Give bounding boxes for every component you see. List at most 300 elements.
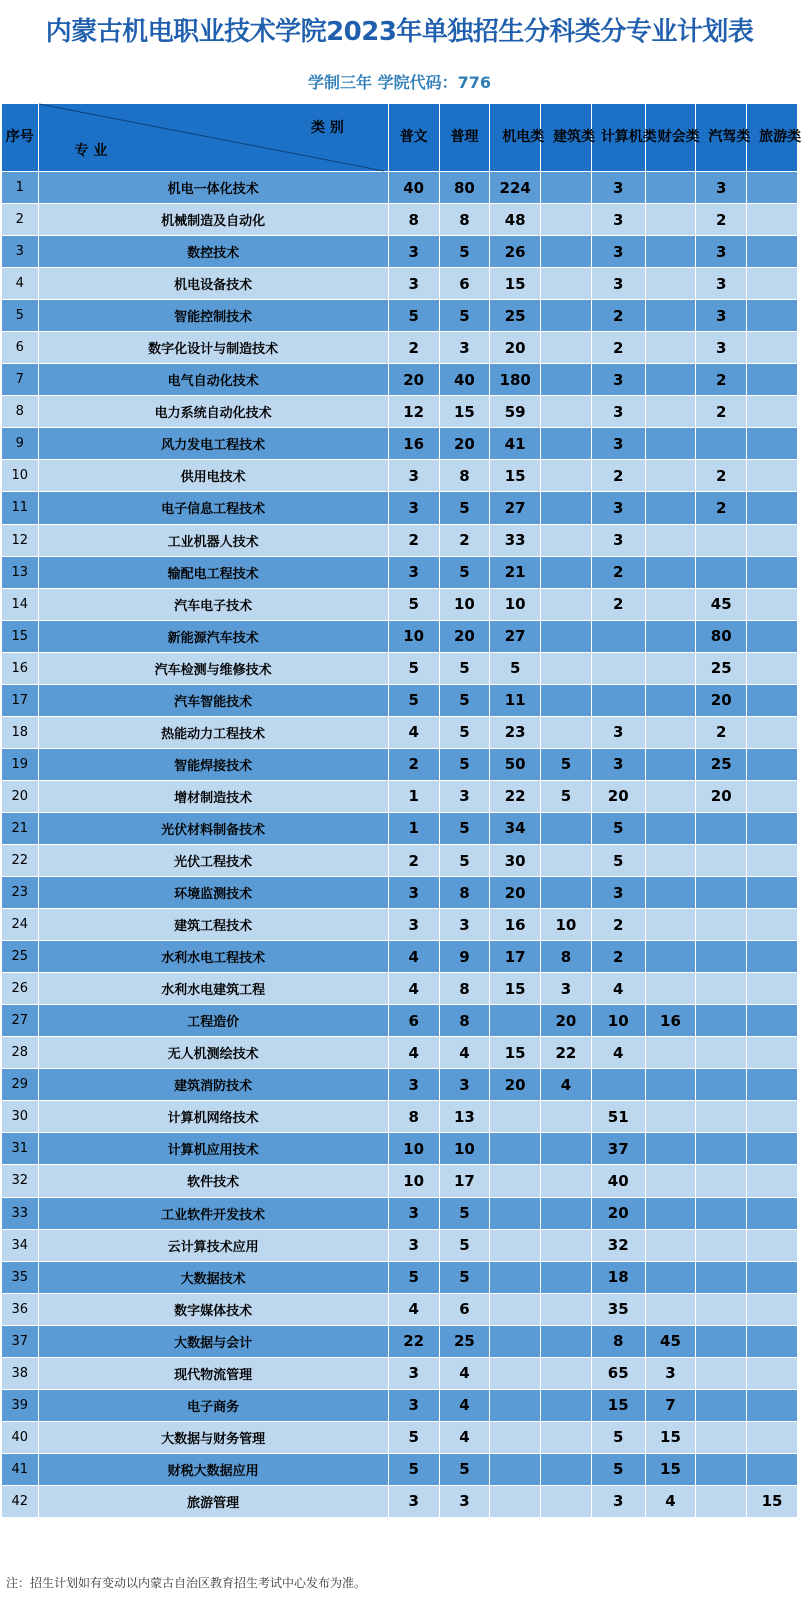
table-row [2, 1229, 798, 1261]
quota-cell [490, 1389, 541, 1421]
row-number: 37 [2, 1325, 39, 1357]
quota-cell: 2 [696, 204, 747, 236]
table-row [2, 1485, 798, 1517]
table-row [2, 492, 798, 524]
quota-cell: 3 [439, 780, 490, 812]
quota-cell: 2 [696, 492, 747, 524]
quota-cell: 3 [591, 877, 645, 909]
quota-cell [747, 620, 798, 652]
row-number: 1 [2, 172, 39, 204]
quota-cell: 4 [645, 1485, 696, 1517]
quota-cell [747, 844, 798, 876]
quota-cell [747, 1293, 798, 1325]
row-number: 3 [2, 236, 39, 268]
quota-cell: 5 [388, 300, 439, 332]
quota-cell [747, 1261, 798, 1293]
quota-cell [541, 1325, 592, 1357]
quota-cell: 27 [490, 492, 541, 524]
quota-cell [541, 268, 592, 300]
quota-cell: 65 [591, 1357, 645, 1389]
major-name: 大数据技术 [38, 1261, 388, 1293]
row-number: 41 [2, 1453, 39, 1485]
major-name: 计算机网络技术 [38, 1101, 388, 1133]
quota-cell: 4 [439, 1357, 490, 1389]
row-number: 38 [2, 1357, 39, 1389]
row-number: 17 [2, 684, 39, 716]
quota-cell: 23 [490, 716, 541, 748]
quota-cell: 16 [645, 1005, 696, 1037]
quota-cell [747, 1453, 798, 1485]
quota-cell [645, 1037, 696, 1069]
quota-cell: 5 [388, 1453, 439, 1485]
quota-cell: 3 [591, 396, 645, 428]
quota-cell [490, 1229, 541, 1261]
quota-cell [591, 1069, 645, 1101]
quota-cell: 3 [541, 973, 592, 1005]
quota-cell [747, 332, 798, 364]
major-name: 光伏工程技术 [38, 844, 388, 876]
row-number: 15 [2, 620, 39, 652]
quota-cell: 5 [591, 1453, 645, 1485]
quota-cell [645, 364, 696, 396]
row-number: 40 [2, 1421, 39, 1453]
quota-cell: 5 [439, 844, 490, 876]
quota-cell [490, 1325, 541, 1357]
table-row [2, 428, 798, 460]
row-number: 6 [2, 332, 39, 364]
major-name: 增材制造技术 [38, 780, 388, 812]
quota-cell [645, 524, 696, 556]
major-name: 汽车电子技术 [38, 588, 388, 620]
quota-cell: 25 [490, 300, 541, 332]
quota-cell: 8 [541, 941, 592, 973]
major-name: 风力发电工程技术 [38, 428, 388, 460]
major-name: 电气自动化技术 [38, 364, 388, 396]
major-name: 新能源汽车技术 [38, 620, 388, 652]
quota-cell: 5 [541, 748, 592, 780]
quota-cell [645, 1069, 696, 1101]
quota-cell: 4 [591, 1037, 645, 1069]
major-name: 电子商务 [38, 1389, 388, 1421]
major-name: 水利水电建筑工程 [38, 973, 388, 1005]
row-number: 31 [2, 1133, 39, 1165]
quota-cell: 3 [439, 909, 490, 941]
quota-cell: 17 [439, 1165, 490, 1197]
quota-cell [645, 780, 696, 812]
table-row [2, 877, 798, 909]
quota-cell: 2 [696, 460, 747, 492]
quota-cell: 2 [388, 524, 439, 556]
row-number: 4 [2, 268, 39, 300]
quota-cell: 5 [388, 1421, 439, 1453]
quota-cell: 15 [490, 268, 541, 300]
quota-cell: 20 [541, 1005, 592, 1037]
quota-cell [541, 684, 592, 716]
major-name: 旅游管理 [38, 1485, 388, 1517]
quota-cell: 18 [591, 1261, 645, 1293]
quota-cell [696, 1197, 747, 1229]
quota-cell: 20 [388, 364, 439, 396]
quota-cell: 7 [645, 1389, 696, 1421]
major-name: 机电一体化技术 [38, 172, 388, 204]
row-number: 10 [2, 460, 39, 492]
major-name: 云计算技术应用 [38, 1229, 388, 1261]
quota-cell [645, 428, 696, 460]
quota-cell [645, 460, 696, 492]
quota-cell: 5 [439, 1261, 490, 1293]
quota-cell: 8 [439, 460, 490, 492]
quota-cell: 3 [388, 1357, 439, 1389]
major-name: 计算机应用技术 [38, 1133, 388, 1165]
quota-cell [696, 1037, 747, 1069]
quota-cell: 8 [439, 204, 490, 236]
quota-cell: 2 [388, 844, 439, 876]
quota-cell [696, 1389, 747, 1421]
quota-cell [747, 716, 798, 748]
quota-cell [747, 909, 798, 941]
quota-cell [490, 1197, 541, 1229]
table-row [2, 1069, 798, 1101]
quota-cell: 10 [388, 1165, 439, 1197]
quota-cell: 20 [591, 1197, 645, 1229]
quota-cell [541, 492, 592, 524]
row-number: 27 [2, 1005, 39, 1037]
quota-cell: 40 [439, 364, 490, 396]
major-name: 智能控制技术 [38, 300, 388, 332]
row-number: 12 [2, 524, 39, 556]
quota-cell: 180 [490, 364, 541, 396]
quota-cell [645, 204, 696, 236]
table-row [2, 332, 798, 364]
quota-cell: 3 [696, 172, 747, 204]
quota-cell: 2 [591, 460, 645, 492]
quota-cell: 4 [388, 973, 439, 1005]
row-number: 19 [2, 748, 39, 780]
quota-cell: 5 [439, 492, 490, 524]
row-number: 23 [2, 877, 39, 909]
page-title: 内蒙古机电职业技术学院2023年单独招生分科类分专业计划表 [45, 17, 754, 47]
quota-cell [747, 1037, 798, 1069]
table-row [2, 1037, 798, 1069]
major-name: 机械制造及自动化 [38, 204, 388, 236]
quota-cell: 5 [439, 1453, 490, 1485]
header-col-3: 建筑类 [541, 104, 592, 172]
quota-cell: 20 [490, 877, 541, 909]
quota-cell: 80 [696, 620, 747, 652]
major-name: 汽车智能技术 [38, 684, 388, 716]
quota-cell: 3 [591, 524, 645, 556]
table-body [2, 172, 798, 1518]
header-col-2: 机电类 [490, 104, 541, 172]
quota-cell: 4 [541, 1069, 592, 1101]
major-name: 光伏材料制备技术 [38, 812, 388, 844]
table-row [2, 973, 798, 1005]
quota-cell [645, 909, 696, 941]
quota-cell: 34 [490, 812, 541, 844]
quota-cell: 5 [591, 844, 645, 876]
quota-cell [541, 172, 592, 204]
major-name: 数控技术 [38, 236, 388, 268]
quota-cell [747, 204, 798, 236]
header-col-7: 旅游类 [747, 104, 798, 172]
quota-cell [747, 556, 798, 588]
quota-cell: 2 [591, 909, 645, 941]
quota-cell: 4 [388, 941, 439, 973]
major-name: 财税大数据应用 [38, 1453, 388, 1485]
table-row [2, 1197, 798, 1229]
quota-cell: 3 [591, 1485, 645, 1517]
table-row [2, 1453, 798, 1485]
quota-cell [645, 332, 696, 364]
quota-cell [541, 1101, 592, 1133]
quota-cell: 4 [439, 1037, 490, 1069]
quota-cell [696, 428, 747, 460]
quota-cell: 8 [591, 1325, 645, 1357]
quota-cell [747, 877, 798, 909]
quota-cell: 80 [439, 172, 490, 204]
quota-cell [541, 844, 592, 876]
quota-cell: 22 [388, 1325, 439, 1357]
major-name: 电子信息工程技术 [38, 492, 388, 524]
quota-cell [541, 652, 592, 684]
table-row [2, 588, 798, 620]
row-number: 25 [2, 941, 39, 973]
table-row [2, 1325, 798, 1357]
quota-cell [645, 877, 696, 909]
quota-cell: 1 [388, 780, 439, 812]
row-number: 30 [2, 1101, 39, 1133]
quota-cell: 5 [439, 748, 490, 780]
quota-cell: 5 [439, 1229, 490, 1261]
quota-cell: 3 [696, 236, 747, 268]
quota-cell: 51 [591, 1101, 645, 1133]
table-row [2, 1005, 798, 1037]
quota-cell: 5 [388, 652, 439, 684]
quota-cell: 1 [388, 812, 439, 844]
quota-cell [645, 268, 696, 300]
major-name: 现代物流管理 [38, 1357, 388, 1389]
quota-cell [541, 1133, 592, 1165]
quota-cell: 15 [645, 1421, 696, 1453]
quota-cell: 3 [591, 364, 645, 396]
quota-cell [747, 1357, 798, 1389]
quota-cell [747, 1421, 798, 1453]
table-row [2, 748, 798, 780]
quota-cell [747, 364, 798, 396]
quota-cell: 4 [439, 1421, 490, 1453]
quota-cell [696, 973, 747, 1005]
quota-cell [696, 1005, 747, 1037]
quota-cell: 15 [490, 460, 541, 492]
quota-cell: 3 [591, 204, 645, 236]
quota-cell [645, 1261, 696, 1293]
quota-cell [645, 492, 696, 524]
major-name: 无人机测绘技术 [38, 1037, 388, 1069]
quota-cell [747, 428, 798, 460]
quota-cell [541, 812, 592, 844]
table-row [2, 812, 798, 844]
quota-cell [747, 1101, 798, 1133]
row-number: 16 [2, 652, 39, 684]
quota-cell [541, 877, 592, 909]
quota-cell [747, 1069, 798, 1101]
quota-cell: 21 [490, 556, 541, 588]
quota-cell: 45 [696, 588, 747, 620]
quota-cell [747, 172, 798, 204]
quota-cell: 3 [645, 1357, 696, 1389]
quota-cell [541, 428, 592, 460]
quota-cell [541, 364, 592, 396]
quota-cell [490, 1005, 541, 1037]
quota-cell: 4 [388, 1293, 439, 1325]
quota-cell: 13 [439, 1101, 490, 1133]
quota-cell: 20 [439, 620, 490, 652]
major-name: 机电设备技术 [38, 268, 388, 300]
quota-cell [696, 1293, 747, 1325]
quota-cell: 4 [388, 1037, 439, 1069]
quota-cell [541, 396, 592, 428]
table-row [2, 1421, 798, 1453]
quota-cell: 3 [388, 1229, 439, 1261]
quota-cell: 3 [388, 877, 439, 909]
quota-cell: 15 [439, 396, 490, 428]
quota-cell: 20 [490, 1069, 541, 1101]
quota-cell: 3 [591, 492, 645, 524]
header-col-5: 财会类 [645, 104, 696, 172]
quota-cell [747, 460, 798, 492]
quota-cell [747, 1165, 798, 1197]
quota-cell [645, 1197, 696, 1229]
quota-cell: 20 [696, 684, 747, 716]
quota-cell [645, 1229, 696, 1261]
quota-cell [490, 1357, 541, 1389]
quota-cell [747, 1005, 798, 1037]
row-number: 9 [2, 428, 39, 460]
table-row [2, 652, 798, 684]
quota-cell [696, 1485, 747, 1517]
quota-cell: 2 [591, 556, 645, 588]
quota-cell [696, 1453, 747, 1485]
table-row [2, 1261, 798, 1293]
quota-cell [591, 620, 645, 652]
row-number: 32 [2, 1165, 39, 1197]
quota-cell: 37 [591, 1133, 645, 1165]
quota-cell [696, 1421, 747, 1453]
quota-cell [747, 1229, 798, 1261]
row-number: 26 [2, 973, 39, 1005]
major-name: 工程造价 [38, 1005, 388, 1037]
quota-cell [747, 684, 798, 716]
quota-cell: 3 [388, 909, 439, 941]
quota-cell: 3 [439, 1069, 490, 1101]
major-name: 建筑消防技术 [38, 1069, 388, 1101]
quota-cell [747, 652, 798, 684]
quota-cell [541, 1197, 592, 1229]
quota-cell: 4 [439, 1389, 490, 1421]
quota-cell: 5 [541, 780, 592, 812]
quota-cell [645, 236, 696, 268]
table-row [2, 1389, 798, 1421]
quota-cell: 2 [696, 396, 747, 428]
quota-cell [747, 973, 798, 1005]
quota-cell: 30 [490, 844, 541, 876]
quota-cell [645, 300, 696, 332]
quota-cell: 35 [591, 1293, 645, 1325]
page-subtitle: 学制三年 学院代码：776 [308, 73, 491, 92]
quota-cell [747, 396, 798, 428]
quota-cell: 25 [439, 1325, 490, 1357]
table-row [2, 1165, 798, 1197]
quota-cell: 8 [439, 1005, 490, 1037]
quota-cell: 4 [388, 716, 439, 748]
header-category: 类 别 [310, 120, 344, 136]
table-row [2, 941, 798, 973]
quota-cell: 10 [439, 1133, 490, 1165]
quota-cell [490, 1453, 541, 1485]
quota-cell: 5 [388, 1261, 439, 1293]
quota-cell [747, 492, 798, 524]
row-number: 33 [2, 1197, 39, 1229]
quota-cell [541, 556, 592, 588]
quota-cell: 33 [490, 524, 541, 556]
quota-cell: 3 [591, 716, 645, 748]
quota-cell: 3 [591, 748, 645, 780]
table-row [2, 268, 798, 300]
quota-cell [645, 172, 696, 204]
major-name: 大数据与财务管理 [38, 1421, 388, 1453]
row-number: 28 [2, 1037, 39, 1069]
major-name: 工业软件开发技术 [38, 1197, 388, 1229]
quota-cell [645, 748, 696, 780]
quota-cell [696, 1069, 747, 1101]
quota-cell: 8 [388, 1101, 439, 1133]
quota-cell [645, 1101, 696, 1133]
quota-cell: 40 [388, 172, 439, 204]
table-row [2, 1357, 798, 1389]
table-row [2, 172, 798, 204]
quota-cell [645, 844, 696, 876]
quota-cell [541, 1261, 592, 1293]
row-number: 5 [2, 300, 39, 332]
quota-cell: 20 [439, 428, 490, 460]
quota-cell: 2 [591, 941, 645, 973]
header-col-6: 汽驾类 [696, 104, 747, 172]
row-number: 39 [2, 1389, 39, 1421]
table-row [2, 909, 798, 941]
quota-cell: 8 [439, 877, 490, 909]
quota-cell [645, 556, 696, 588]
quota-cell [541, 524, 592, 556]
quota-cell: 6 [439, 268, 490, 300]
row-number: 42 [2, 1485, 39, 1517]
quota-cell: 15 [490, 973, 541, 1005]
quota-cell: 10 [541, 909, 592, 941]
quota-cell: 2 [591, 332, 645, 364]
quota-cell: 15 [645, 1453, 696, 1485]
row-number: 11 [2, 492, 39, 524]
major-name: 数字化设计与制造技术 [38, 332, 388, 364]
quota-cell [490, 1293, 541, 1325]
quota-cell: 2 [591, 588, 645, 620]
quota-cell: 22 [541, 1037, 592, 1069]
table-row [2, 716, 798, 748]
quota-cell [645, 716, 696, 748]
quota-cell: 22 [490, 780, 541, 812]
major-name: 环境监测技术 [38, 877, 388, 909]
quota-cell: 3 [388, 1485, 439, 1517]
quota-cell [696, 1101, 747, 1133]
quota-cell [696, 812, 747, 844]
